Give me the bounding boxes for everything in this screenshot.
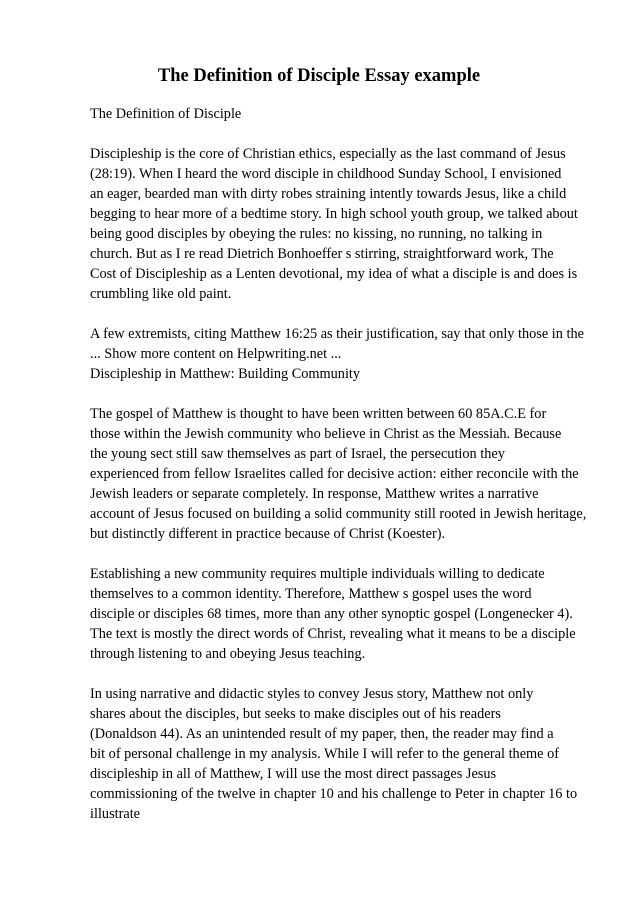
paragraph-4: Establishing a new community requires multiple individuals willing to dedicate themselves to a common identity. Therefore, Matthew s gospel uses the word disciple or disciples 68 times, more than any other synoptic gospel (Longenecker 4). The text is mostly the direct words of Christ, revealing what it means to be a disciple through listening to and obeying Jesus teaching. [90,566,576,662]
document-subtitle: The Definition of Disciple [90,106,242,122]
section-heading: Discipleship in Matthew: Building Community [90,366,361,382]
document-title: The Definition of Disciple Essay example [157,66,481,86]
paragraph-2: A few extremists, citing Matthew 16:25 as their justification, say that only those in the ... Show more content on Helpwriting.net ... [90,326,584,362]
paragraph-3: The gospel of Matthew is thought to have been written between 60 85A.C.E for those within the Jewish community who believe in Christ as the Messiah. Because the young sect still saw themselves as part of Israel, the persecution they experienced from fellow Israelites called for decisive action: either reconcile with the Jewish leaders or separate completely. In response, Matthew writes a narrative account of Jesus focused on building a solid community still rooted in Jewish heritage, but distinctly different in practice because of Christ (Koester). [90,406,587,542]
paragraph-5: In using narrative and didactic styles to convey Jesus story, Matthew not only shares about the disciples, but seeks to make disciples out of his readers (Donaldson 44). As an unintended result of my paper, then, the reader may find a bit of personal challenge in my analysis. While I will refer to the general theme of discipleship in all of Matthew, I will use the most direct passages Jesus commissioning of the twelve in chapter 10 and his challenge to Peter in chapter 16 to illustrate [90,686,578,822]
paragraph-1: Discipleship is the core of Christian ethics, especially as the last command of Jesus (28:19). When I heard the word disciple in childhood Sunday School, I envisioned an eager, bearded man with dirty robes straining intently towards Jesus, like a child begging to hear more of a bedtime story. In high school youth group, we talked about being good disciples by obeying the rules: no kissing, no running, no talking in church. But as I re read Dietrich Bonhoeffer s stirring, straightforward work, The Cost of Discipleship as a Lenten devotional, my idea of what a disciple is and does is crumbling like old paint. [90,146,578,302]
